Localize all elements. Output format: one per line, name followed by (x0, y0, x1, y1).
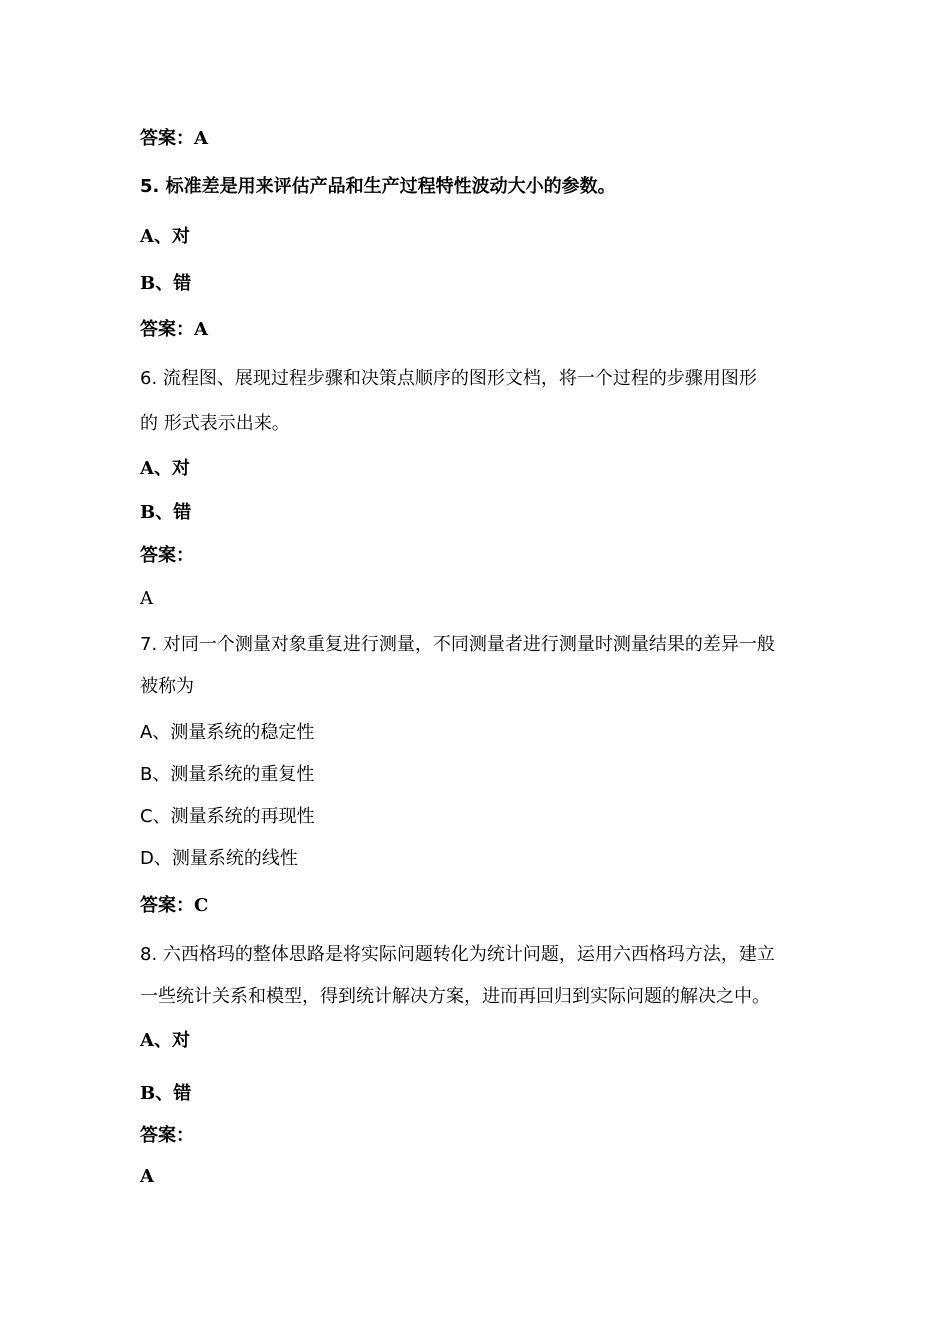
answer-q6-label: 答案： (140, 545, 194, 566)
question-8-line-2: 一些统计关系和模型，得到统计解决方案，进而再回归到实际问题的解决之中。 (140, 986, 770, 1007)
answer-q8-label: 答案： (140, 1125, 194, 1146)
question-7-line-1: 7. 对同一个测量对象重复进行测量，不同测量者进行测量时测量结果的差异一般 (140, 634, 775, 655)
q5-option-a: A、对 (140, 226, 190, 247)
question-6-line-1: 6. 流程图、展现过程步骤和决策点顺序的图形文档，将一个过程的步骤用图形 (140, 368, 757, 389)
q7-option-a: A、测量系统的稳定性 (140, 722, 315, 743)
answer-q8-value: A (140, 1166, 154, 1187)
answer-q7: 答案：C (140, 895, 209, 916)
q7-option-c: C、测量系统的再现性 (140, 806, 315, 827)
answer-q6-value: A (140, 588, 153, 609)
question-6-line-2: 的 形式表示出来。 (140, 413, 290, 434)
q6-option-a: A、对 (140, 458, 190, 479)
q8-option-a: A、对 (140, 1030, 190, 1051)
q8-option-b: B、错 (140, 1083, 192, 1104)
question-7-line-2: 被称为 (140, 676, 194, 697)
q7-option-d: D、测量系统的线性 (140, 848, 298, 869)
answer-q4: 答案：A (140, 128, 208, 149)
q7-option-b: B、测量系统的重复性 (140, 764, 315, 785)
q5-option-b: B、错 (140, 273, 192, 294)
answer-q5: 答案：A (140, 319, 208, 340)
q6-option-b: B、错 (140, 502, 192, 523)
question-5: 5. 标准差是用来评估产品和生产过程特性波动大小的参数。 (140, 176, 616, 197)
question-8-line-1: 8. 六西格玛的整体思路是将实际问题转化为统计问题，运用六西格玛方法，建立 (140, 944, 775, 965)
